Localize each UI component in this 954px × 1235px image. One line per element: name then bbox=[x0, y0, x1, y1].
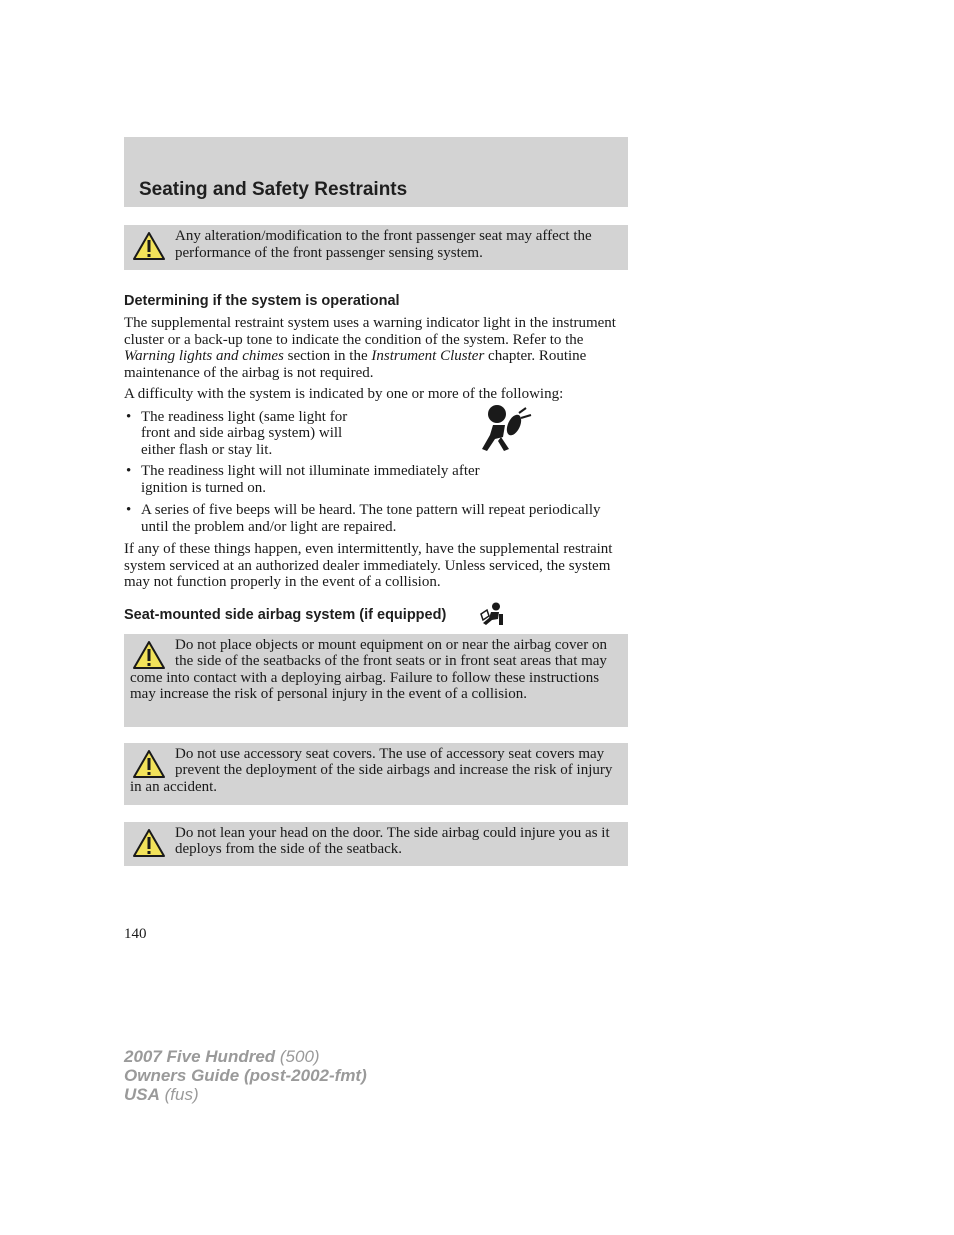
text-run: The supplemental restraint system uses a warning indicator light in the instrument cluster or a back-up tone to indicate the condition of the system. Refer to the bbox=[124, 315, 616, 348]
bullet-text: A series of five beeps will be heard. The tone pattern will repeat periodically until the problem and/or light are repaired. bbox=[141, 502, 601, 535]
chapter-title: Seating and Safety Restraints bbox=[139, 179, 408, 200]
bullet-mark: • bbox=[126, 408, 132, 425]
warning-box-airbag-cover bbox=[124, 634, 628, 727]
text-run: section in the bbox=[283, 348, 372, 364]
airbag-readiness-icon bbox=[479, 403, 535, 453]
warning-text: Do not lean your head on the door. The side airbag could injure you as it deploys from the side of the seatback. bbox=[175, 824, 610, 857]
bullet-mark: • bbox=[126, 502, 132, 518]
warning-text: Do not use accessory seat covers. The use of accessory seat covers may prevent the deployment of the side airbags and increase the risk of injury in an accident. bbox=[130, 745, 613, 795]
footer-line-market bbox=[124, 1085, 367, 1104]
text-run: chapter. Routine maintenance of the airbag is not required. bbox=[124, 348, 587, 381]
footer-line-model bbox=[124, 1047, 367, 1066]
heading-text: Seat-mounted side airbag system (if equipped) bbox=[124, 606, 447, 623]
warning-box-door bbox=[124, 822, 628, 866]
warning-triangle-icon bbox=[132, 231, 166, 261]
list-item bbox=[124, 409, 366, 459]
document-footer bbox=[124, 1047, 367, 1104]
list-item bbox=[124, 463, 491, 496]
footer-text: (fus) bbox=[159, 1085, 199, 1104]
section-heading-operational: Determining if the system is operational bbox=[124, 293, 400, 309]
footer-text: 2007 Five Hundred bbox=[124, 1047, 276, 1066]
bullet-text: The readiness light will not illuminate immediately after ignition is turned on. bbox=[141, 463, 480, 496]
warning-text: Any alteration/modification to the front passenger seat may affect the performance of the front passenger sensing system. bbox=[175, 228, 592, 261]
bullet-mark: • bbox=[126, 463, 132, 479]
paragraph-srs-intro bbox=[124, 315, 628, 381]
footer-text: Owners Guide (post-2002-fmt) bbox=[124, 1066, 367, 1085]
warning-triangle-icon bbox=[132, 749, 166, 779]
paragraph-service: If any of these things happen, even intermittently, have the supplemental restraint system serviced at an authorized dealer immediately. Unless serviced, the system may not function properly in the event of a collision. bbox=[124, 541, 613, 590]
page-content bbox=[124, 137, 628, 866]
footer-text: (500) bbox=[275, 1047, 320, 1066]
warning-box-seat-covers bbox=[124, 743, 628, 805]
bullet-text: The readiness light (same light for front and side airbag system) will either flash or stay lit. bbox=[141, 408, 348, 458]
side-airbag-icon bbox=[479, 602, 505, 626]
footer-line-guide bbox=[124, 1066, 367, 1085]
reference-instrument-cluster: Instrument Cluster bbox=[371, 348, 485, 364]
warning-triangle-icon bbox=[132, 640, 166, 670]
chapter-header bbox=[124, 137, 628, 207]
list-item bbox=[124, 502, 628, 535]
warning-box-passenger-seat bbox=[124, 225, 628, 270]
section-heading-side-airbag bbox=[124, 607, 628, 623]
symptom-list bbox=[124, 409, 628, 536]
page-number: 140 bbox=[124, 926, 147, 942]
paragraph-difficulty: A difficulty with the system is indicated by one or more of the following: bbox=[124, 386, 564, 402]
warning-triangle-icon bbox=[132, 828, 166, 858]
warning-text: Do not place objects or mount equipment on or near the airbag cover on the side of the seatbacks of the front seats or in front seat areas that may come into contact with a deploying airbag. Failure to follow these instructions may increase the risk of personal injury in the event of a collision. bbox=[130, 636, 607, 702]
footer-text: USA bbox=[124, 1085, 160, 1104]
reference-warning-lights: Warning lights and chimes bbox=[124, 348, 284, 364]
